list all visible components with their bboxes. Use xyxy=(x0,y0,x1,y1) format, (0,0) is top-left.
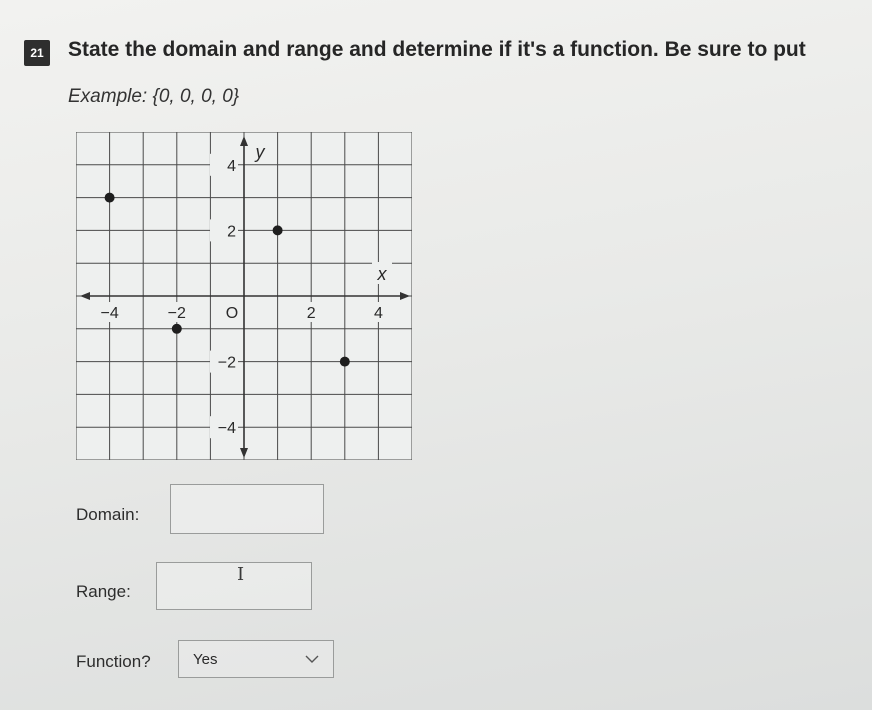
x-tick-label: 4 xyxy=(373,305,383,322)
example-value: {0, 0, 0, 0} xyxy=(152,86,240,107)
chevron-down-icon xyxy=(305,654,319,664)
y-tick-label: −4 xyxy=(217,420,236,438)
data-point xyxy=(340,357,350,367)
x-tick-label: 2 xyxy=(306,305,316,322)
question-number-badge: 21 xyxy=(24,40,50,66)
text-cursor-icon: I xyxy=(237,564,245,585)
y-tick-label: 4 xyxy=(227,157,236,175)
function-label: Function? xyxy=(76,652,151,671)
x-axis-label: x xyxy=(377,264,387,284)
data-point xyxy=(273,225,283,235)
range-label: Range: xyxy=(76,582,131,601)
question-text: State the domain and range and determine if it's a function. Be sure to put xyxy=(68,38,806,61)
function-selected-value: Yes xyxy=(193,650,218,668)
x-tick-label: −4 xyxy=(100,305,119,322)
data-point xyxy=(105,193,115,203)
function-select[interactable] xyxy=(178,640,334,678)
example-line xyxy=(68,86,239,108)
y-tick-label: −2 xyxy=(217,354,236,372)
range-input[interactable] xyxy=(156,562,312,610)
domain-label: Domain: xyxy=(76,505,140,524)
coordinate-graph xyxy=(76,132,412,460)
y-tick-label: 2 xyxy=(227,223,236,241)
example-label: Example: xyxy=(68,86,148,107)
y-axis-label: y xyxy=(255,142,265,162)
x-tick-label: O xyxy=(225,305,239,322)
domain-input[interactable] xyxy=(170,484,324,534)
graph-svg xyxy=(76,132,412,460)
x-tick-label: −2 xyxy=(167,305,186,322)
data-point xyxy=(172,324,182,334)
